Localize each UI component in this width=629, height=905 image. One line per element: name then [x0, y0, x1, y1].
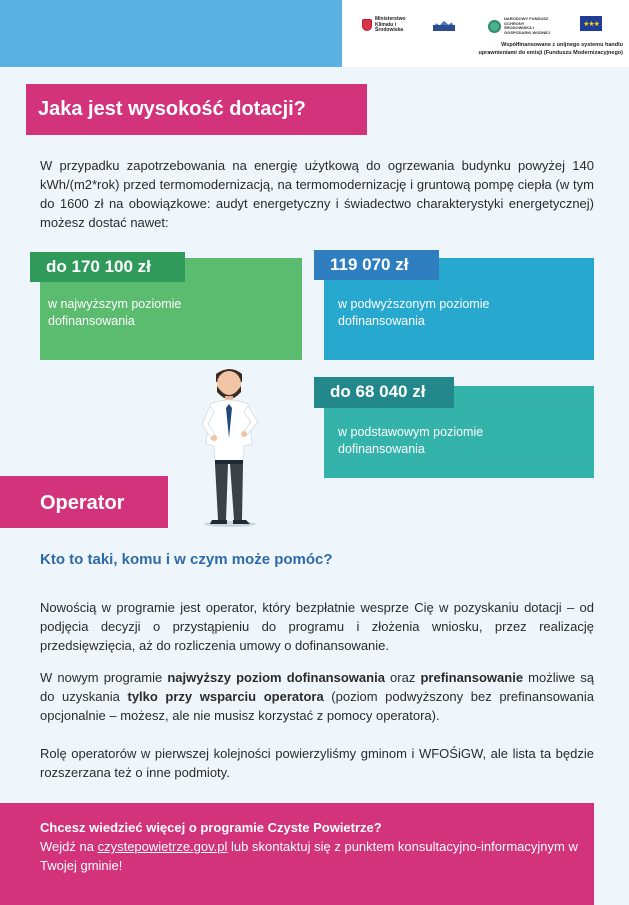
section-heading-subsidy: Jaka jest wysokość dotacji?	[26, 84, 367, 135]
businessman-illustration	[186, 366, 286, 532]
footer-pre-link: Wejdź na	[40, 839, 98, 854]
eu-flag-icon	[580, 16, 602, 31]
operator-subtitle: Kto to taki, komu i w czym może pomóc?	[40, 551, 333, 568]
p2-text-a: W nowym programie	[40, 670, 168, 685]
section-heading-operator: Operator	[0, 476, 168, 528]
cofinance-line-1: Współfinansowane z unijnego systemu handlu	[501, 42, 623, 48]
ministry-logo	[362, 17, 417, 34]
cofinance-line-2: uprawnieniami do emisji (Funduszu Modernizacyjnego)	[478, 49, 623, 56]
website-link[interactable]: czystepowietrze.gov.pl	[97, 839, 228, 854]
p2-bold-highest-level: najwyższy poziom dofinansowania	[167, 670, 385, 685]
operator-paragraph-1: Nowością w programie jest operator, który bezpłatnie wesprze Cię w pozyskaniu dotacji – od podjęcia decyzji o przystąpieniu do programu i złożenia wniosku, przez realizację przedsięwzięcia, aż do rozliczenia umowy o dofinansowanie.	[40, 600, 594, 653]
tier-amount-basic: do 68 040 zł	[314, 377, 454, 408]
tier-amount-highest: do 170 100 zł	[30, 252, 185, 282]
ministry-logo-text: Ministerstwo Klimatu i Środowiska	[375, 16, 406, 33]
czyste-powietrze-logo-icon	[433, 17, 455, 31]
eu-stars: ★★★	[583, 20, 599, 28]
footer-post-link: lub skontaktuj się z punktem konsultacyjno-informacyjnym w Twojej gminie!	[40, 839, 578, 873]
operator-paragraph-2	[40, 668, 594, 725]
polish-eagle-icon	[362, 19, 372, 31]
cofinance-note	[423, 42, 623, 57]
p2-bold-prefinancing: prefinansowanie	[420, 670, 524, 685]
tier-amount-increased: 119 070 zł	[314, 250, 439, 280]
intro-paragraph: W przypadku zapotrzebowania na energię użytkową do ogrzewania budynku powyżej 140 kWh/(m2*rok) przed termomodernizacją, na termomodernizację i gruntową pompę ciepła (w tym do 1600 zł na obowiązkowe: audyt energetyczny i świadectwo charakterystyki energetycznej) możesz dostać nawet:	[40, 158, 594, 230]
p2-bold-operator-only: tylko przy wsparciu operatora	[127, 689, 324, 704]
tier-desc-basic: w podstawowym poziomie dofinansowania	[338, 425, 484, 456]
tier-desc-increased: w podwyższonym poziomie dofinansowania	[338, 297, 490, 328]
logo-strip	[342, 0, 629, 67]
p2-text-e: możliwe są do uzyskania	[40, 670, 594, 704]
operator-paragraph-3: Rolę operatorów w pierwszej kolejności powierzyliśmy gminom i WFOŚiGW, ale lista ta będzie rozszerzana też o inne podmioty.	[40, 746, 594, 780]
nfosigw-emblem-icon	[488, 20, 501, 33]
p2-text-c: oraz	[384, 670, 421, 685]
header-accent-bar	[0, 0, 342, 67]
tier-desc-highest: w najwyższym poziomie dofinansowania	[48, 297, 182, 328]
footer-question: Chcesz wiedzieć więcej o programie Czyste Powietrze?	[40, 820, 382, 835]
nfosigw-logo-text: NARODOWY FUNDUSZ OCHRONY ŚRODOWISKA I GOSPODARKI WODNEJ	[504, 16, 551, 35]
p2-text-g: (poziom podwyższony bez prefinansowania opcjonalnie – możesz, ale nie musisz korzystać z pomocy operatora).	[40, 689, 595, 723]
footer-text	[40, 818, 580, 875]
nfosigw-logo	[488, 17, 552, 35]
